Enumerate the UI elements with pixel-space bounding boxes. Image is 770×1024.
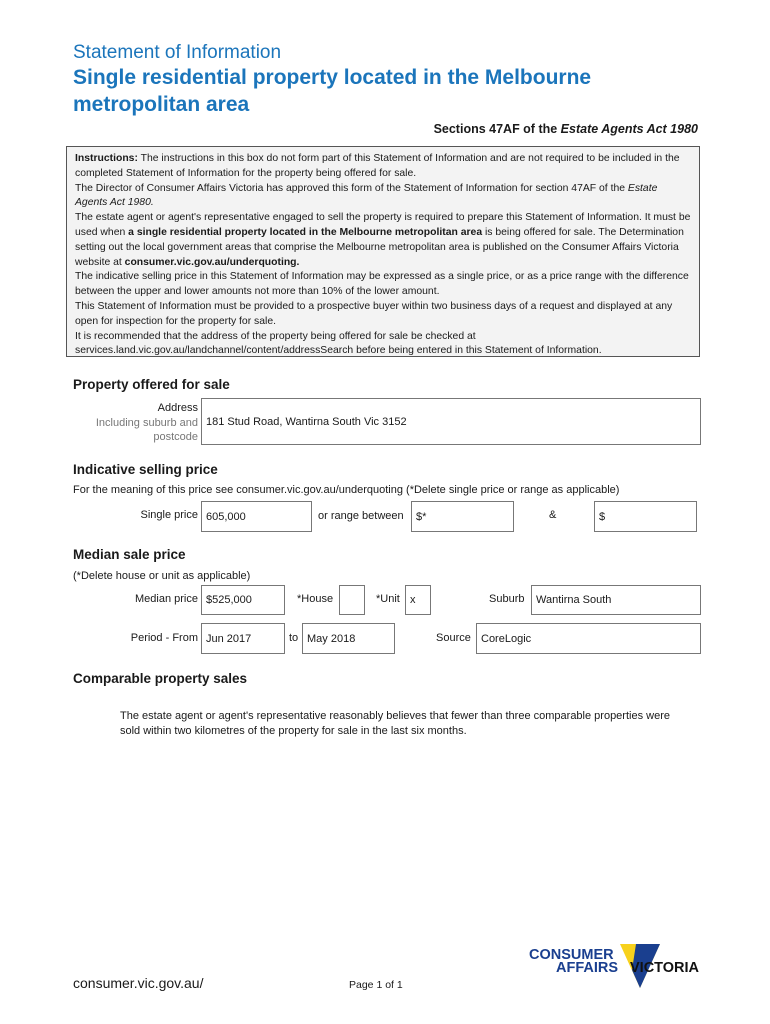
median-price-field[interactable]: $525,000	[201, 585, 285, 615]
instructions-text-1: The instructions in this box do not form part of this Statement of Information and are not required to be included in the completed Statement of Information for the property being offered for sale.	[75, 153, 680, 179]
indicative-note: For the meaning of this price see consumer.vic.gov.au/underquoting (*Delete single price or range as applicable)	[73, 484, 620, 496]
instructions-act: Estate Agents Act 1980.	[75, 182, 658, 209]
ampersand: &	[549, 509, 557, 521]
underquoting-link[interactable]: consumer.vic.gov.au/underquoting.	[124, 256, 300, 268]
period-to-label: to	[289, 632, 299, 644]
instructions-text-3-bold: a single residential property located in the Melbourne metropolitan area	[128, 226, 483, 238]
sections-reference	[434, 122, 698, 136]
instructions-paragraph-2	[75, 182, 691, 212]
single-price-field[interactable]: 605,000	[201, 501, 312, 532]
indicative-heading: Indicative selling price	[73, 462, 218, 477]
logo-text-consumer: CONSUMER	[529, 947, 614, 963]
address-field[interactable]: 181 Stud Road, Wantirna South Vic 3152	[201, 398, 701, 445]
instructions-paragraph-4: The indicative selling price in this Statement of Information may be expressed as a single price, or as a price range with the difference between the upper and lower amounts not more than 10% of the lower amount.	[75, 271, 689, 298]
period-from-label: Period - From	[130, 632, 198, 644]
median-note: (*Delete house or unit as applicable)	[73, 570, 251, 582]
consumer-affairs-victoria-logo	[526, 942, 706, 992]
period-to-field[interactable]: May 2018	[302, 623, 395, 654]
address-label-line-2: Including suburb and	[95, 416, 198, 429]
unit-checkbox[interactable]: x	[405, 585, 431, 615]
logo-text-affairs: AFFAIRS	[556, 960, 619, 976]
footer-url[interactable]: consumer.vic.gov.au/	[73, 975, 204, 991]
range-low-field[interactable]: $*	[411, 501, 514, 532]
median-heading: Median sale price	[73, 547, 186, 562]
address-label-line-1: Address	[157, 402, 198, 414]
logo-text-victoria: VICTORIA	[630, 960, 700, 976]
comparable-heading: Comparable property sales	[73, 671, 248, 686]
comparable-text: The estate agent or agent's representative reasonably believes that fewer than three comparable properties were sold within two kilometres of the property for sale in the last six months.	[120, 710, 670, 737]
unit-label: *Unit	[376, 593, 400, 605]
instructions-text-2: The Director of Consumer Affairs Victoria has approved this form of the Statement of Information for section 47AF of the	[75, 182, 628, 194]
instructions-text-3a: The estate agent or agent's representative engaged to sell the property is required to prepare this Statement of Information. It must be used when	[75, 212, 691, 238]
source-label: Source	[436, 632, 471, 644]
address-label	[70, 401, 198, 445]
instructions-paragraph-3	[75, 211, 691, 270]
single-price-label: Single price	[140, 509, 198, 521]
instructions-paragraph-1	[75, 152, 691, 182]
instructions-paragraph-6: It is recommended that the address of the property being offered for sale be checked at services.land.vic.gov.au/landchannel/content/addressSearch before being entered in this Statement of Information.	[75, 330, 602, 357]
range-high-field[interactable]: $	[594, 501, 697, 532]
house-label: *House	[297, 593, 334, 605]
suburb-label: Suburb	[489, 593, 525, 605]
instructions-paragraph-5: This Statement of Information must be provided to a prospective buyer within two business days of a request and displayed at any open for inspection for the property for sale.	[75, 300, 673, 327]
period-from-field[interactable]: Jun 2017	[201, 623, 285, 654]
document-title: Single residential property located in the Melbourne metropolitan area	[73, 66, 592, 116]
act-name: Estate Agents Act 1980	[560, 122, 698, 136]
sections-prefix: Sections 47AF of the	[433, 122, 561, 136]
instructions-label: Instructions:	[75, 153, 138, 164]
source-field[interactable]: CoreLogic	[476, 623, 701, 654]
instructions-box	[66, 146, 700, 357]
instructions-text-3b: is being offered for sale. The Determination setting out the local government areas that comprise the Melbourne metropolitan area is published on the Consumer Affairs Victoria website at	[75, 226, 684, 268]
page-number: Page 1 of 1	[349, 979, 403, 991]
document-subtitle: Statement of Information	[73, 42, 282, 63]
median-price-label: Median price	[135, 593, 198, 605]
logo-graphic	[526, 942, 706, 992]
house-checkbox[interactable]	[339, 585, 365, 615]
address-label-line-3: postcode	[153, 431, 198, 443]
range-label: or range between	[318, 510, 404, 522]
property-heading: Property offered for sale	[73, 377, 230, 392]
suburb-field[interactable]: Wantirna South	[531, 585, 701, 615]
